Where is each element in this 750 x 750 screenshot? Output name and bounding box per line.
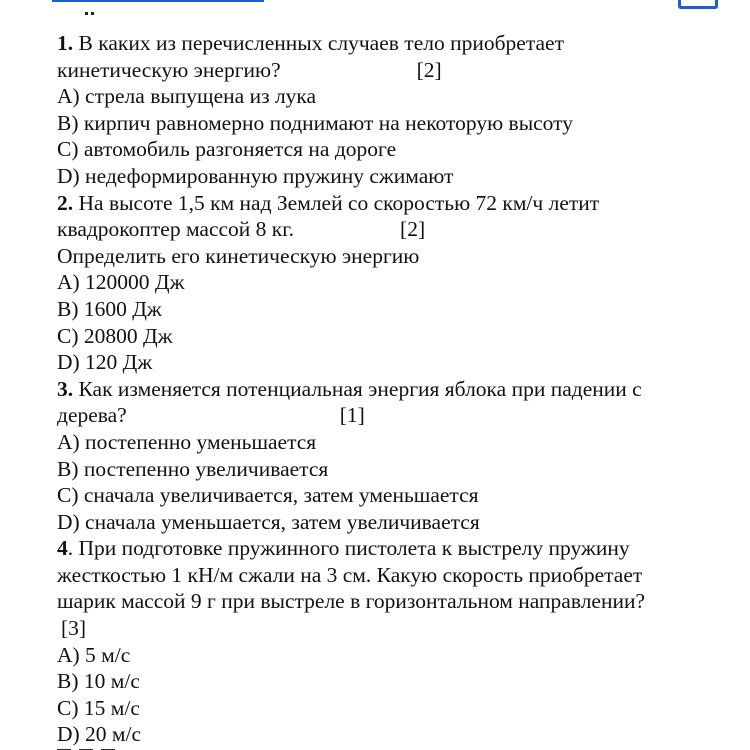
question-2-score: [2]: [400, 217, 426, 242]
question-2-text-2: квадрокоптер массой 8 кг.: [57, 217, 295, 242]
question-1-option-a: A) стрела выпущена из лука: [57, 84, 317, 109]
question-2-line-3: Определить его кинетическую энергию: [57, 243, 420, 268]
question-4-option-b: B) 10 м/с: [57, 669, 140, 694]
question-3-line-2: [57, 402, 737, 429]
question-1-text-1: В каких из перечисленных случаев тело приобретает: [78, 31, 564, 55]
question-2-option-a: A) 120000 Дж: [57, 270, 185, 295]
question-3-text-1: Как изменяется потенциальная энергия яблока при падении с: [78, 376, 642, 401]
question-4-line-1: [57, 535, 737, 562]
question-3-option-b: B) постепенно увеличивается: [57, 456, 329, 481]
question-4-line-2: жесткостью 1 кН/м сжали на 3 см. Какую скорость приобретает: [57, 562, 643, 587]
question-2-option-c: C) 20800 Дж: [57, 323, 173, 348]
cut-off-next-question: [57, 744, 357, 750]
question-2-option-d: D) 120 Дж: [57, 350, 153, 375]
question-1-line-1: [57, 30, 737, 57]
question-3-option-a: A) постепенно уменьшается: [57, 429, 317, 454]
question-4-option-d: D) 20 м/с: [57, 722, 142, 747]
question-3-number: 3.: [57, 376, 74, 401]
question-3-option-c: C) сначала увеличивается, затем уменьшается: [57, 483, 479, 508]
question-4-score: [3]: [61, 616, 87, 641]
question-1-line-2: [57, 57, 737, 84]
question-4-score-line: [57, 615, 737, 642]
question-2-line-2: [57, 216, 737, 243]
question-2-number: 2.: [57, 190, 74, 215]
question-4-number: 4: [57, 536, 68, 561]
question-4-option-a: A) 5 м/с: [57, 642, 131, 667]
question-3-score: [1]: [339, 403, 365, 428]
question-3-option-d: D) сначала уменьшается, затем увеличивается: [57, 509, 480, 534]
document-body: [57, 30, 737, 748]
question-4-line-3: шарик массой 9 г при выстреле в горизонтальном направлении?: [57, 589, 646, 614]
question-3-line-1: [57, 376, 737, 403]
top-right-button-edge[interactable]: [678, 0, 718, 9]
question-3-text-2: дерева?: [57, 403, 127, 428]
question-1-score: [2]: [416, 57, 442, 82]
question-4-option-c: C) 15 м/с: [57, 695, 140, 720]
question-2-option-b: B) 1600 Дж: [57, 296, 162, 321]
question-1-text-2: кинетическую энергию?: [57, 57, 281, 82]
question-2-text-1: На высоте 1,5 км над Землей со скоростью 72 км/ч летит: [78, 190, 600, 215]
question-4-text-1: . При подготовке пружинного пистолета к выстрелу пружину: [67, 536, 630, 561]
top-link-underline[interactable]: [52, 0, 264, 2]
question-1-option-d: D) недеформированную пружину сжимают: [57, 163, 454, 188]
question-1-number: 1.: [57, 31, 74, 55]
cut-off-text-fragment: [85, 10, 97, 16]
question-1-option-c: C) автомобиль разгоняется на дороге: [57, 137, 397, 162]
question-2-line-1: [57, 190, 737, 217]
question-1-option-b: B) кирпич равномерно поднимают на некоторую высоту: [57, 110, 574, 135]
